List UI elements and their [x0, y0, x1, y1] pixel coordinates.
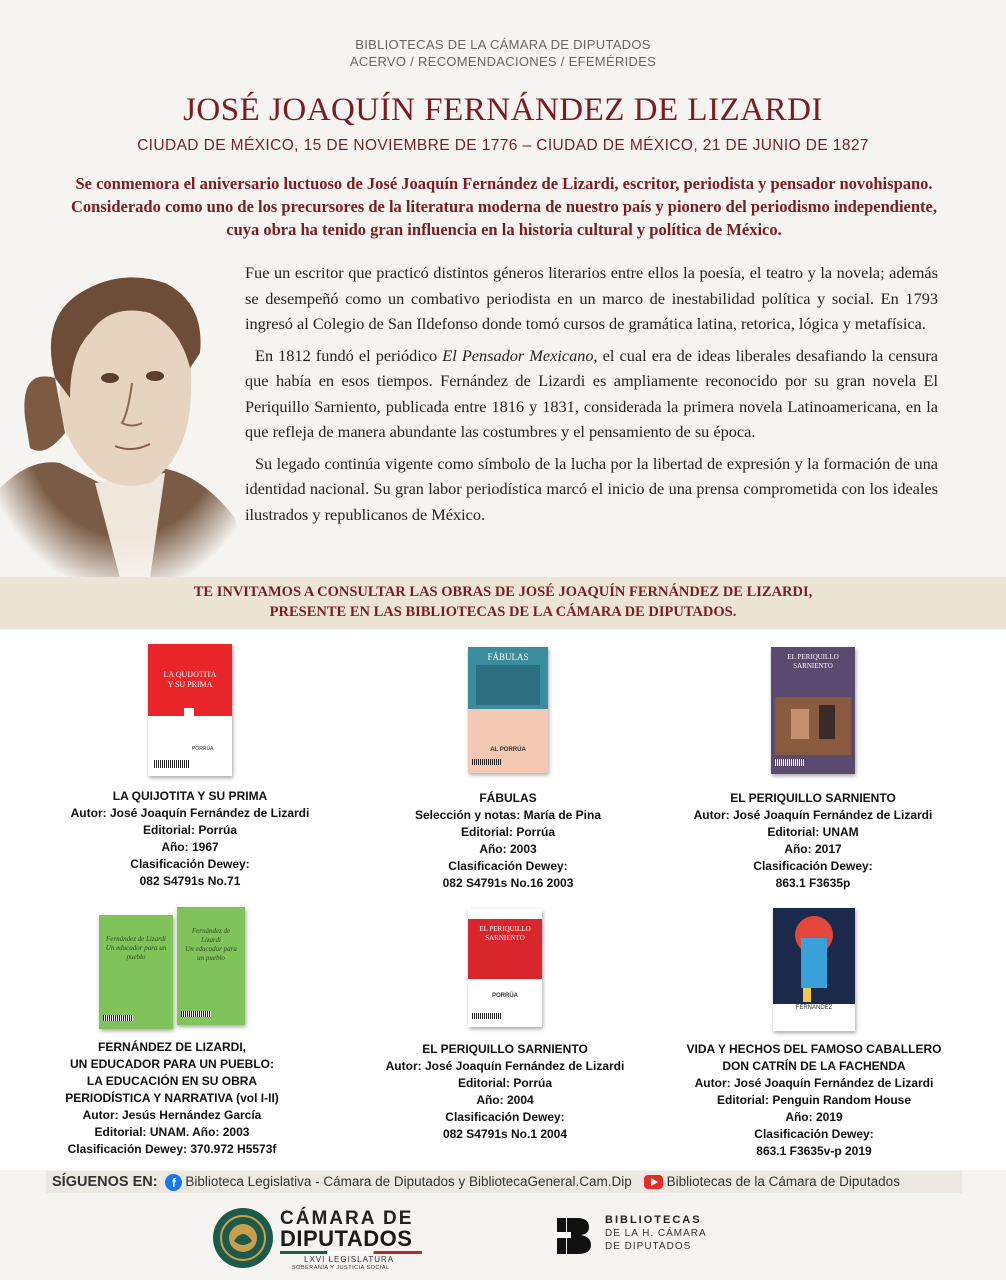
book-cover[interactable]: FERNÁNDEZ: [773, 908, 855, 1031]
life-dates: CIUDAD DE MÉXICO, 15 DE NOVIEMBRE DE 1776 – CIUDAD DE MÉXICO, 21 DE JUNIO DE 1827: [137, 137, 869, 154]
book-details: FÁBULAS Selección y notas: María de Pina Editorial: Porrúa Año: 2003 Clasificación Dewey: 082 S4791s No.16 2003: [414, 791, 602, 890]
invitation-banner: [0, 577, 1006, 629]
intro-paragraph: Se conmemora el aniversario luctuoso de José Joaquín Fernández de Lizardi, escritor, periodista y pensador novohispano. Considerado como uno de los precursores de la literatura moderna de nuestro país y pionero del periodismo independiente, cuya obra ha tenido gran influencia en la historia cultural y política de México.: [71, 174, 937, 239]
biography-text: [245, 260, 938, 533]
youtube-link[interactable]: Bibliotecas de la Cámara de Diputados: [666, 1174, 900, 1189]
book-grid: [0, 630, 1006, 1170]
book-card[interactable]: [659, 908, 969, 1160]
book-details: VIDA Y HECHOS DEL FAMOSO CABALLERO DON CATRÍN DE LA FACHENDA Autor: José Joaquín Fernández de Lizardi Editorial: Penguin Random House Año: 2019 Clasificación Dewey: 863.1 F3635v-p 2019: [686, 1042, 942, 1158]
newspaper-title: El Pensador Mexicano: [442, 345, 594, 365]
page-header: [0, 36, 1006, 70]
book-card[interactable]: [17, 907, 327, 1158]
book-cover[interactable]: Fernández de Lizardi Un educador para un pueblo Fernández de Lizardi Un educador para un pueblo: [99, 907, 245, 1029]
camara-diputados-logo: CÁMARA DE DIPUTADOS LXVI LEGISLATURA SOBERANÍA Y JUSTICIA SOCIAL: [212, 1205, 432, 1273]
header-line2: ACERVO / RECOMENDACIONES / EFEMÉRIDES: [349, 54, 657, 69]
book-details: EL PERIQUILLO SARNIENTO Autor: José Joaquín Fernández de Lizardi Editorial: UNAM Año: 2017 Clasificación Dewey: 863.1 F3635p: [693, 791, 933, 890]
book-card[interactable]: [35, 644, 345, 890]
book-cover[interactable]: EL PERIQUILLO SARNIENTO PORRÚA: [468, 909, 542, 1027]
book-cover[interactable]: EL PERIQUILLO SARNIENTO: [771, 647, 855, 774]
book-cover[interactable]: LA QUIJOTITA Y SU PRIMA PORRÚA: [148, 644, 232, 776]
invite-line2: PRESENTE EN LAS BIBLIOTECAS DE LA CÁMARA DE DIPUTADOS.: [269, 604, 737, 620]
book-details: EL PERIQUILLO SARNIENTO Autor: José Joaquín Fernández de Lizardi Editorial: Porrúa Año: 2004 Clasificación Dewey: 082 S4791s No.1 2004: [385, 1042, 625, 1141]
header-line1: BIBLIOTECAS DE LA CÁMARA DE DIPUTADOS: [355, 37, 651, 52]
book-details: FERNÁNDEZ DE LIZARDI, UN EDUCADOR PARA UN PUEBLO: LA EDUCACIÓN EN SU OBRA PERIODÍSTICA Y NARRATIVA (vol I-II) Autor: Jesús Hernández García Editorial: UNAM. Año: 2003 Clasificación Dewey: 370.972 H5573f: [65, 1040, 279, 1156]
book-details: LA QUIJOTITA Y SU PRIMA Autor: José Joaquín Fernández de Lizardi Editorial: Porrúa Año: 1967 Clasificación Dewey: 082 S4791s No.71: [70, 789, 310, 888]
youtube-icon[interactable]: [644, 1175, 663, 1189]
b-icon: [553, 1214, 597, 1258]
facebook-icon[interactable]: f: [165, 1174, 182, 1191]
social-bar: [46, 1171, 962, 1193]
portrait-image: [0, 258, 250, 578]
invite-line1: TE INVITAMOS A CONSULTAR LAS OBRAS DE JOSÉ JOAQUÍN FERNÁNDEZ DE LIZARDI,: [193, 584, 813, 600]
follow-label: SÍGUENOS EN:: [52, 1174, 158, 1190]
bio-paragraph-2: En 1812 fundó el periódico El Pensador Mexicano, el cual era de ideas liberales desafiando la censura que había en esos tiempos. Fernández de Lizardi es ampliamente reconocido por su gran novela El Periquillo Sarniento, publicada entre 1816 y 1831, considerada la primera novela Latinoamericana, en la que refleja de manera abundante las costumbres y el pensamiento de su época.: [245, 345, 939, 441]
seal-icon: [212, 1207, 274, 1269]
book-cover[interactable]: FÁBULAS AL PORRÚA: [468, 647, 548, 773]
book-card[interactable]: [658, 647, 968, 892]
book-card[interactable]: [353, 647, 663, 892]
bibliotecas-logo: BIBLIOTECAS DE LA H. CÁMARA DE DIPUTADOS: [553, 1212, 753, 1262]
bio-paragraph-3: Su legado continúa vigente como símbolo de la lucha por la libertad de expresión y la formación de una identidad nacional. Su gran labor periodística marcó el inicio de una prensa comprometida con los ideales ilustrados y republicanos de México.: [245, 453, 938, 524]
page-title: JOSÉ JOAQUÍN FERNÁNDEZ DE LIZARDI: [183, 92, 823, 128]
bio-paragraph-1: Fue un escritor que practicó distintos géneros literarios entre ellos la poesía, el teatro y la novela; además se desempeñó como un combativo periodista en un marco de inestabilidad política y social. En 1793 ingresó al Colegio de San Ildefonso donde tomó cursos de gramática latina, retorica, lógica y metafísica.: [245, 263, 938, 333]
book-card[interactable]: [350, 909, 660, 1143]
facebook-link[interactable]: Biblioteca Legislativa - Cámara de Diputados y BibliotecaGeneral.Cam.Dip: [185, 1174, 632, 1189]
